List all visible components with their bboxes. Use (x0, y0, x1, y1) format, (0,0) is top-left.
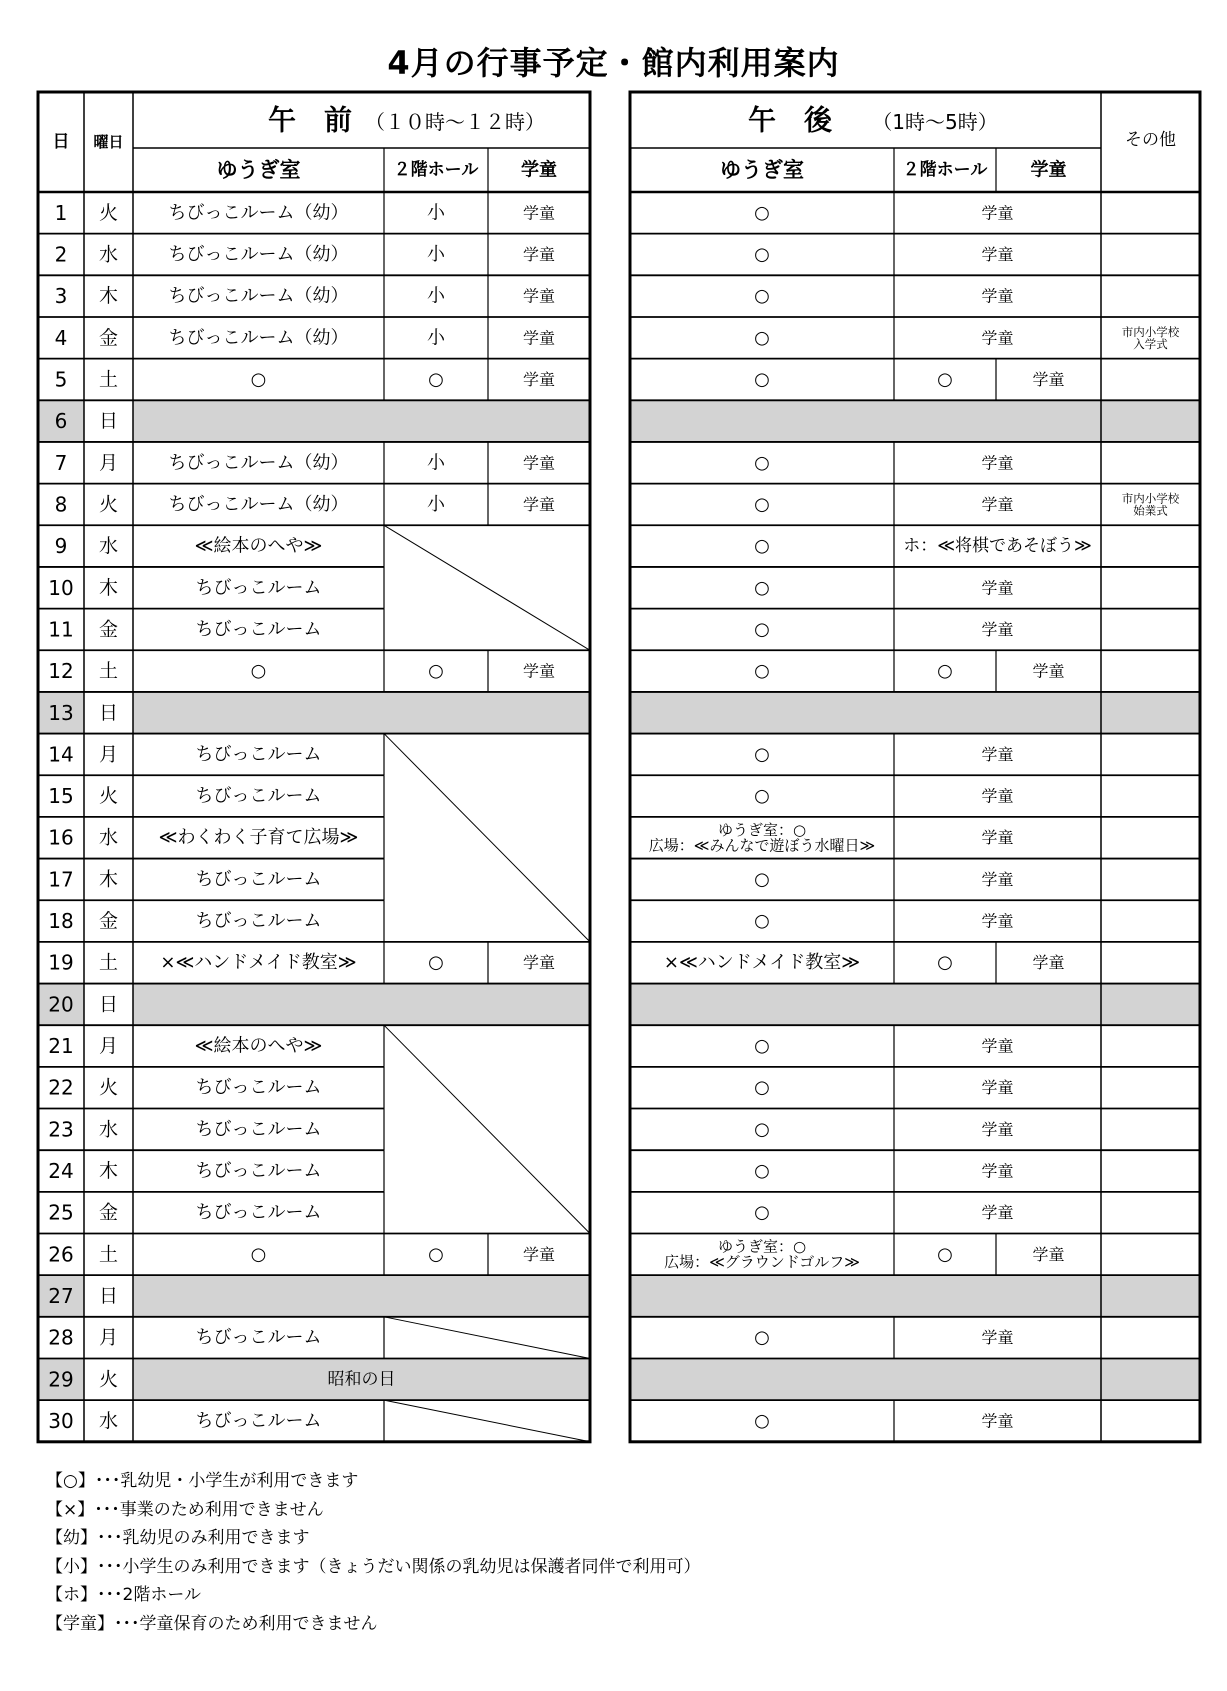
weekday-label: 火 (98, 1076, 119, 1099)
pm-playroom-cell: ○ (754, 202, 770, 224)
pm-hall-gakudo-cell: 学童 (981, 619, 1014, 639)
am-gakudo-cell: 学童 (522, 1244, 556, 1264)
am-playroom-cell: ≪絵本のへや≫ (194, 1035, 323, 1057)
holiday-label: 昭和の日 (327, 1369, 396, 1390)
weekday-header: 曜日 (93, 133, 124, 151)
pm-gakudo-cell: 学童 (1032, 1244, 1065, 1264)
pm-hall-gakudo-cell: 学童 (981, 1328, 1014, 1348)
pm-playroom-cell: ○ (754, 660, 770, 682)
day-number: 30 (48, 1408, 74, 1433)
legend-text: ･･･乳幼児・小学生が利用できます (94, 1471, 359, 1491)
day-number: 20 (48, 992, 74, 1017)
pm-playroom-cell: ○ (754, 1410, 770, 1432)
pm-hall-gakudo-cell: 学童 (981, 828, 1014, 848)
day-number: 3 (54, 284, 68, 309)
pm-playroom-cell: ○ (754, 1202, 770, 1224)
am-hall-cell: 小 (427, 202, 445, 224)
am-playroom-cell: ○ (250, 660, 267, 682)
legend-text: ･･･2階ホール (97, 1585, 201, 1605)
weekday-label: 日 (98, 1284, 119, 1307)
weekday-label: 日 (98, 701, 119, 724)
legend-key: 【幼】 (46, 1528, 97, 1548)
weekday-label: 月 (98, 1326, 119, 1349)
pm-hall-cell: ○ (937, 368, 953, 390)
pm-playroom-cell: ○ (754, 1327, 770, 1349)
pm-playroom-cell: ○ (754, 743, 770, 765)
page-title: 4月の行事予定・館内利用案内 (387, 44, 840, 82)
day-number: 27 (48, 1283, 74, 1308)
day-number: 24 (48, 1159, 74, 1184)
weekday-label: 水 (98, 1409, 119, 1432)
weekday-label: 月 (98, 743, 119, 766)
am-playroom-cell: ちびっこルーム (195, 1160, 322, 1182)
pm-hall-gakudo-cell: 学童 (981, 286, 1014, 306)
pm-playroom-cell: ○ (754, 1035, 770, 1057)
weekday-label: 土 (98, 1243, 119, 1266)
am-hall-cell: 小 (427, 285, 445, 307)
pm-playroom-header: ゆうぎ室 (720, 158, 804, 182)
legend-text: ･･･乳幼児のみ利用できます (97, 1528, 310, 1548)
day-number: 7 (54, 450, 68, 475)
weekday-label: 金 (98, 618, 119, 641)
am-playroom-cell: ちびっこルーム（幼） (168, 327, 349, 349)
other-note: 入学式 (1133, 336, 1168, 351)
diagonal-slash (384, 1025, 590, 1233)
day-number: 14 (48, 742, 74, 767)
day-number: 21 (48, 1034, 74, 1059)
am-playroom-cell: ≪わくわく子育て広場≫ (158, 827, 359, 849)
day-number: 15 (48, 784, 74, 809)
pm-playroom-cell: ○ (754, 452, 770, 474)
pm-playroom-cell: ゆうぎ室：○ (717, 820, 807, 839)
weekday-label: 月 (98, 1035, 119, 1058)
pm-hall-gakudo-cell: 学童 (981, 244, 1014, 264)
pm-hall-gakudo-cell: 学童 (981, 328, 1014, 348)
weekday-label: 日 (98, 993, 119, 1016)
am-hall-cell: ○ (428, 368, 444, 390)
am-gakudo-cell: 学童 (522, 369, 556, 389)
pm-playroom-cell: ○ (754, 1118, 770, 1140)
weekday-label: 水 (98, 243, 119, 266)
pm-hall-gakudo-cell: 学童 (981, 1078, 1014, 1098)
day-number: 1 (54, 200, 68, 225)
weekday-label: 土 (98, 368, 119, 391)
legend-item (46, 1553, 1146, 1582)
day-number: 23 (48, 1117, 74, 1142)
legend-text: ･･･小学生のみ利用できます（きょうだい関係の乳幼児は保護者同伴で利用可） (97, 1556, 701, 1577)
diagonal-slash (384, 1400, 590, 1442)
am-gakudo-cell: 学童 (522, 453, 556, 473)
am-hall-cell: 小 (427, 327, 445, 349)
pm-hall-gakudo-cell: 学童 (981, 203, 1014, 223)
day-number: 2 (54, 242, 68, 267)
weekday-label: 水 (98, 535, 119, 558)
weekday-label: 火 (98, 201, 119, 224)
am-playroom-cell: ちびっこルーム (195, 1202, 322, 1224)
pm-playroom-cell: ゆうぎ室：○ (717, 1237, 807, 1256)
legend-key: 【学童】 (46, 1613, 114, 1634)
day-number: 17 (48, 867, 74, 892)
legend-text: ･･･事業のため利用できません (94, 1499, 324, 1520)
pm-hall-gakudo-cell: 学童 (981, 1411, 1014, 1431)
pm-hall-gakudo-cell: 学童 (981, 578, 1014, 598)
day-number: 9 (54, 534, 68, 559)
am-gakudo-cell: 学童 (522, 661, 556, 681)
legend-key: 【ホ】 (46, 1585, 97, 1605)
weekday-label: 月 (98, 451, 119, 474)
pm-playroom-cell: ×≪ハンドメイド教室≫ (663, 952, 861, 974)
am-gakudo-cell: 学童 (522, 328, 556, 348)
pm-playroom-cell: ○ (754, 618, 770, 640)
am-playroom-cell: ちびっこルーム (195, 868, 322, 890)
legend-item (46, 1581, 1146, 1610)
pm-hall-gakudo-cell: 学童 (981, 494, 1014, 514)
pm-playroom-cell: ○ (754, 1077, 770, 1099)
am-playroom-cell: ちびっこルーム（幼） (168, 243, 349, 265)
pm-hall-cell: ○ (937, 952, 953, 974)
legend-item (46, 1467, 1146, 1496)
pm-hall-gakudo-cell: 学童 (981, 786, 1014, 806)
pm-playroom-cell: ○ (754, 368, 770, 390)
day-number: 28 (48, 1325, 74, 1350)
am-playroom-cell: ちびっこルーム（幼） (168, 493, 349, 515)
closed-day-fill (133, 984, 590, 1026)
am-playroom-cell: ちびっこルーム (195, 1077, 322, 1099)
day-number: 13 (48, 700, 74, 725)
pm-hall-gakudo-cell: ホ：≪将棋であそぼう≫ (903, 536, 1092, 557)
pm-hall-gakudo-cell: 学童 (981, 1161, 1014, 1181)
pm-playroom-cell: ○ (754, 868, 770, 890)
am-gakudo-cell: 学童 (522, 244, 556, 264)
am-hall-cell: ○ (428, 1243, 444, 1265)
am-hall-cell: 小 (427, 243, 445, 265)
day-number: 11 (48, 617, 74, 642)
day-number: 12 (48, 659, 74, 684)
weekday-label: 火 (98, 1368, 119, 1391)
legend-key: 【小】 (46, 1556, 97, 1577)
pm-gakudo-cell: 学童 (1032, 953, 1065, 973)
am-gakudo-header: 学童 (521, 159, 557, 181)
weekday-label: 水 (98, 1118, 119, 1141)
closed-day-fill (133, 692, 590, 734)
am-playroom-cell: ちびっこルーム (195, 1410, 322, 1432)
pm-playroom-cell: ○ (754, 785, 770, 807)
diagonal-slash (384, 525, 590, 650)
pm-playroom-cell: ○ (754, 285, 770, 307)
pm-playroom-cell: ○ (754, 327, 770, 349)
pm-playroom-cell: 広場：≪グラウンドゴルフ≫ (664, 1253, 860, 1272)
pm-playroom-cell: ○ (754, 577, 770, 599)
am-playroom-cell: ○ (250, 368, 267, 390)
pm-gakudo-cell: 学童 (1032, 369, 1065, 389)
weekday-label: 土 (98, 660, 119, 683)
am-hall-cell: 小 (427, 452, 445, 474)
weekday-label: 火 (98, 493, 119, 516)
am-playroom-cell: ちびっこルーム (195, 1118, 322, 1140)
weekday-label: 土 (98, 951, 119, 974)
am-gakudo-cell: 学童 (522, 286, 556, 306)
other-note: 市内小学校 (1121, 491, 1180, 506)
pm-hall-cell: ○ (937, 660, 953, 682)
am-hall-cell: ○ (428, 952, 444, 974)
am-hall-cell: ○ (428, 660, 444, 682)
closed-day-fill (630, 1275, 1200, 1317)
weekday-label: 水 (98, 826, 119, 849)
day-number: 16 (48, 825, 74, 850)
closed-day-fill (630, 692, 1200, 734)
day-number: 5 (54, 367, 68, 392)
am-hours: （１０時～１２時） (365, 110, 545, 134)
weekday-label: 金 (98, 1201, 119, 1224)
am-title: 午 前 (267, 103, 353, 137)
pm-playroom-cell: ○ (754, 535, 770, 557)
closed-day-fill (630, 984, 1200, 1026)
legend-item (46, 1610, 1146, 1639)
other-note: 市内小学校 (1121, 324, 1180, 339)
weekday-label: 木 (98, 868, 119, 891)
day-header: 日 (52, 132, 70, 152)
pm-playroom-cell: ○ (754, 1160, 770, 1182)
am-playroom-cell: ちびっこルーム (195, 785, 322, 807)
am-playroom-cell: ≪絵本のへや≫ (194, 535, 323, 557)
closed-day-fill (133, 1275, 590, 1317)
am-gakudo-cell: 学童 (522, 494, 556, 514)
legend-key: 【○】 (46, 1471, 95, 1491)
diagonal-slash (384, 734, 590, 942)
day-number: 18 (48, 909, 74, 934)
pm-hall-gakudo-cell: 学童 (981, 911, 1014, 931)
closed-day-fill (133, 400, 590, 442)
am-playroom-header: ゆうぎ室 (216, 158, 301, 182)
pm-playroom-cell: ○ (754, 243, 770, 265)
closed-day-fill (630, 400, 1200, 442)
weekday-label: 木 (98, 576, 119, 599)
am-playroom-cell: ちびっこルーム（幼） (168, 202, 349, 224)
am-playroom-cell: ×≪ハンドメイド教室≫ (160, 952, 357, 974)
am-playroom-cell: ちびっこルーム (195, 910, 322, 932)
pm-hall-gakudo-cell: 学童 (981, 1036, 1014, 1056)
pm-hall-gakudo-cell: 学童 (981, 1203, 1014, 1223)
weekday-label: 火 (98, 785, 119, 808)
am-gakudo-cell: 学童 (522, 203, 556, 223)
other-header: その他 (1125, 130, 1176, 150)
day-number: 6 (54, 409, 68, 434)
weekday-label: 金 (98, 326, 119, 349)
pm-hall-gakudo-cell: 学童 (981, 869, 1014, 889)
day-number: 29 (48, 1367, 74, 1392)
legend-item (46, 1496, 1146, 1525)
am-playroom-cell: ちびっこルーム（幼） (168, 285, 349, 307)
pm-playroom-cell: ○ (754, 910, 770, 932)
legend-text: ･･･学童保育のため利用できません (114, 1613, 378, 1634)
day-number: 19 (48, 950, 74, 975)
weekday-label: 木 (98, 285, 119, 308)
am-playroom-cell: ちびっこルーム (195, 1327, 322, 1349)
afternoon-table-border (630, 92, 1200, 1442)
pm-hall-gakudo-cell: 学童 (981, 744, 1014, 764)
day-number: 8 (54, 492, 68, 517)
day-number: 25 (48, 1200, 74, 1225)
am-playroom-cell: ○ (250, 1243, 267, 1265)
am-playroom-cell: ちびっこルーム (195, 577, 322, 599)
weekday-label: 木 (98, 1160, 119, 1183)
pm-playroom-cell: 広場：≪みんなで遊ぼう水曜日≫ (648, 836, 876, 855)
pm-hall-header: ２階ホール (902, 160, 988, 180)
am-playroom-cell: ちびっこルーム (195, 743, 322, 765)
legend-item (46, 1524, 1146, 1553)
weekday-label: 日 (98, 410, 119, 433)
am-playroom-cell: ちびっこルーム（幼） (168, 452, 349, 474)
pm-title: 午 後 (747, 103, 833, 137)
pm-gakudo-cell: 学童 (1032, 661, 1065, 681)
diagonal-slash (384, 1317, 590, 1359)
pm-hall-gakudo-cell: 学童 (981, 453, 1014, 473)
day-number: 26 (48, 1242, 74, 1267)
day-number: 22 (48, 1075, 74, 1100)
other-note: 始業式 (1133, 503, 1168, 518)
closed-day-fill (630, 1358, 1200, 1400)
pm-hall-gakudo-cell: 学童 (981, 1119, 1014, 1139)
am-gakudo-cell: 学童 (522, 953, 556, 973)
pm-hall-cell: ○ (937, 1243, 953, 1265)
am-hall-header: ２階ホール (393, 160, 479, 180)
weekday-label: 金 (98, 910, 119, 933)
pm-gakudo-header: 学童 (1030, 159, 1067, 181)
am-playroom-cell: ちびっこルーム (195, 618, 322, 640)
pm-hours: （1時～5時） (872, 110, 998, 134)
pm-playroom-cell: ○ (754, 493, 770, 515)
am-hall-cell: 小 (427, 493, 445, 515)
day-number: 4 (54, 325, 68, 350)
day-number: 10 (48, 575, 74, 600)
legend-key: 【×】 (46, 1499, 95, 1520)
legend (46, 1467, 1146, 1638)
